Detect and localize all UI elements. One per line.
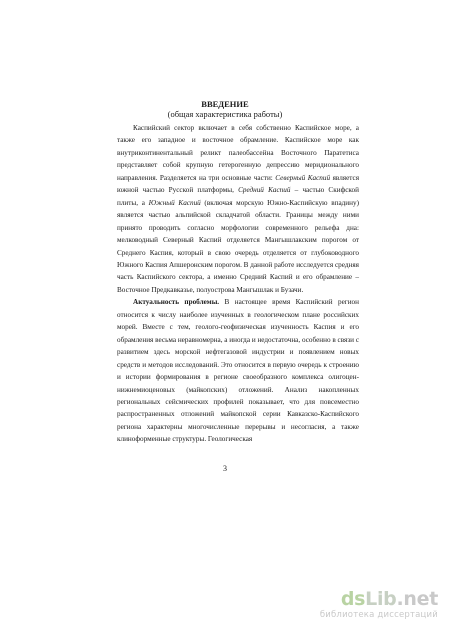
- logo-part: Lib: [365, 588, 397, 610]
- relevance-heading: Актуальность проблемы.: [133, 298, 220, 307]
- body-text: [117, 122, 359, 446]
- text-segment: является южной частью Русской платформы,: [117, 173, 359, 195]
- logo-part: ds: [340, 588, 366, 610]
- watermark-caption: библиотека диссертаций: [319, 610, 438, 620]
- page-subtitle: (общая характеристика работы): [167, 109, 283, 119]
- term-south-caspian: Южный Каспий: [148, 198, 201, 207]
- watermark: [319, 588, 438, 623]
- text-segment: (включая морскую Южно-Каспийскую впадину) является частью альпийской складчатой области. Границы между ними принято проводить согласно морфологии современного рельефа дна: мелководный Северный Каспий отделяется Мангышлакским порогом от Среднего Каспия, который в свою очередь отделяется от глубоководного Южного Каспия Апшеронским порогом. В данной работе исследуется средняя часть Каспийского сектора, а именно Средний Каспий и его обрамление – Восточное Предкавказье, полуострова Мангышлак и Бузачи.: [117, 198, 359, 294]
- term-middle-caspian: Средний Каспий: [238, 186, 291, 195]
- term-north-caspian: Северный Каспий: [275, 173, 331, 182]
- text-segment: В настоящее время Каспийский регион относится к числу наиболее изученных в геологическом плане российских морей. Вместе с тем, геолого-геофизическая изученность Каспия и его обрамления весьма неравномерна, а иногда и недостаточна, особенно в связи с развитием здесь морской нефтегазовой индустрии и появлением новых средств и методов исследований. Это относится в первую очередь к строению и истории формирования в регионе своеобразного комплекса олигоцен-нижнемиоценовых (майкопских) отложений. Анализ накопленных региональных сейсмических профилей показывает, что для повсеместно распространенных отложений майкопской серии Кавказско-Каспийского региона характерны многочисленные перерывы и несогласия, а также клиноформенные структуры. Геологическая: [117, 298, 360, 444]
- watermark-logo: [341, 589, 438, 609]
- paragraph-relevance: [117, 296, 359, 445]
- page-number: 3: [223, 464, 227, 473]
- logo-part: .net: [396, 588, 438, 610]
- page-title: ВВЕДЕНИЕ: [201, 99, 249, 109]
- text-segment: Каспийский сектор включает в себя собственно Каспийское море, а также его западное и восточное обрамление. Каспийское море как внутриконтинентальный реликт палеобассейна Восточного Паратетиса представляет собой крупную гетерогенную депрессию меридионального направления. Разделяется на три основные части:: [117, 124, 359, 182]
- paragraph-intro: [117, 122, 359, 296]
- text-segment: – частью Скифской плиты, а: [117, 186, 359, 207]
